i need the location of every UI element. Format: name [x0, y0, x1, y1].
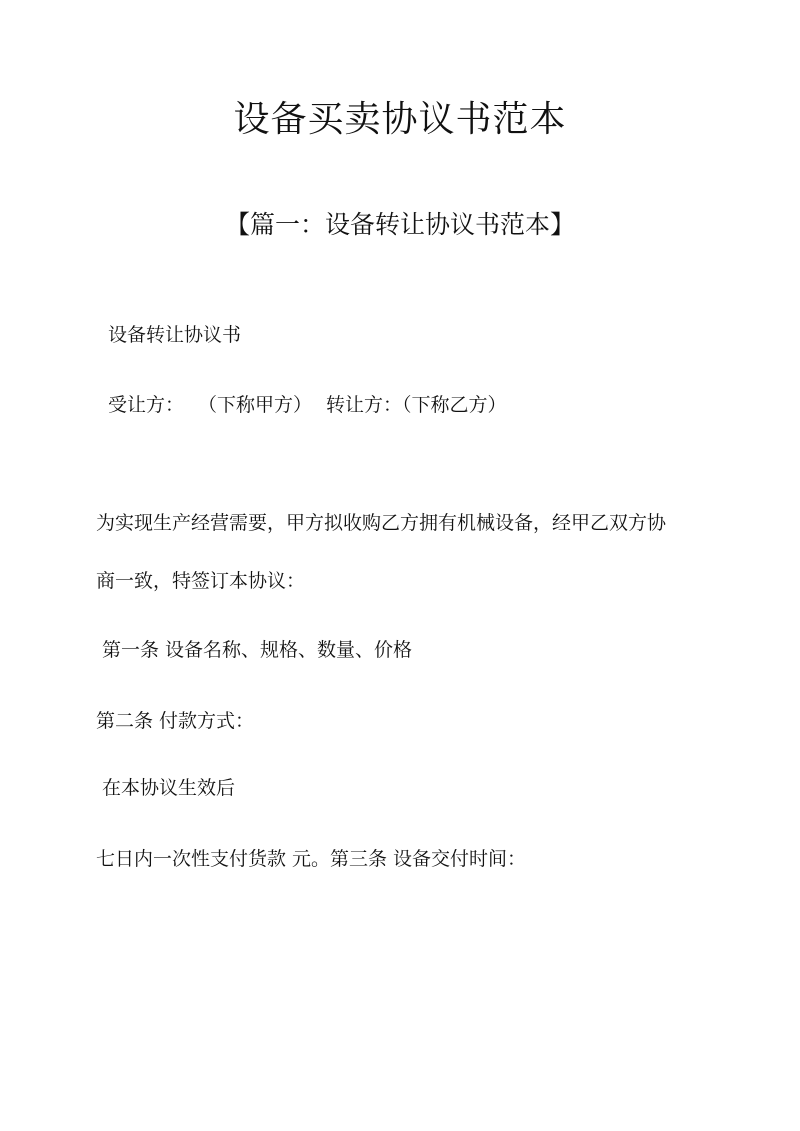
buyer-note: （下称甲方） — [198, 394, 313, 416]
payment-line-1: 在本协议生效后 — [102, 777, 236, 799]
document-subtitle: 【篇一：设备转让协议书范本】 — [224, 210, 575, 239]
agreement-name: 设备转让协议书 — [108, 324, 242, 346]
document-title: 设备买卖协议书范本 — [233, 99, 567, 140]
seller-note: （下称乙方） — [402, 394, 507, 416]
parties-line — [108, 396, 507, 415]
intro-paragraph-line-1: 为实现生产经营需要，甲方拟收购乙方拥有机械设备，经甲乙双方协 — [96, 512, 667, 534]
intro-paragraph-line-2: 商一致，特签订本协议： — [96, 570, 306, 592]
article-2-heading: 第二条 付款方式： — [96, 710, 255, 732]
payment-line-2-part-a: 七日内一次性支付货款 — [96, 848, 287, 870]
buyer-label: 受让方： — [108, 394, 185, 416]
article-1-heading: 第一条 设备名称、规格、数量、价格 — [102, 639, 413, 661]
payment-line-2 — [96, 850, 526, 869]
payment-line-2-part-b: 元。第三条 设备交付时间： — [292, 848, 527, 870]
seller-label: 转让方： — [326, 394, 403, 416]
